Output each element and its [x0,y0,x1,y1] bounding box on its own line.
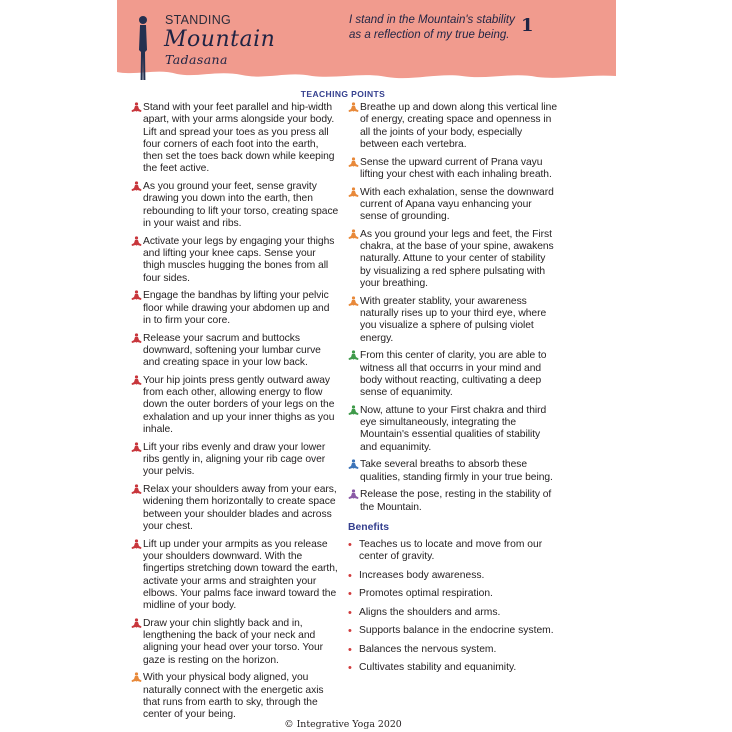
benefit-text: Balances the nervous system. [359,643,497,655]
teaching-point-text: Lift up under your armpits as you release your shoulders downward. With the fingertips stretching down toward the earth, activate your arms and straighten your elbows. Your palms face inward toward the midline of your body. [143,538,338,612]
bullet-icon: • [348,606,352,619]
meditation-figure-icon [131,539,142,550]
meditation-figure-icon [131,618,142,629]
benefit-item [348,588,558,600]
bullet-icon: • [348,588,352,601]
teaching-point-text: Stand with your feet parallel and hip-width apart, with your arms alongside your body. Lift and spread your toes as you press all four corners of each foot into the earth, then set the toes back down while keeping the feet active. [143,102,335,175]
meditation-figure-icon [131,236,142,247]
meditation-figure-icon [131,102,142,113]
teaching-point-text: With greater stablity, your awareness naturally rises up to your third eye, where you visualize a sphere of pulsing violet energy. [360,295,547,344]
teaching-point [348,296,558,345]
benefits-heading: Benefits [348,522,389,534]
benefit-text: Supports balance in the endocrine system. [359,625,554,637]
teaching-point-text: With each exhalation, sense the downward current of Apana vayu enhancing your sense of grounding. [360,186,554,223]
benefit-item [348,539,558,564]
pose-name: Mountain [164,27,276,52]
benefit-item [348,644,558,656]
meditation-figure-icon [348,405,359,416]
benefit-text: Aligns the shoulders and arms. [359,606,501,618]
teaching-point-text: Relax your shoulders away from your ears, widening them horizontally to create space between your shoulder blades and across your chest. [143,484,337,532]
teaching-points-heading: TEACHING POINTS [300,89,386,99]
teaching-point-text: With your physical body aligned, you naturally connect with the energetic axis that runs from earth to sky, through the center of your being. [143,672,324,721]
meditation-figure-icon [131,375,142,386]
benefit-item [348,570,558,582]
teaching-point [131,181,339,230]
meditation-figure-icon [131,290,142,301]
meditation-figure-icon [348,350,359,361]
teaching-point-text: Engage the bandhas by lifting your pelvic floor while drawing your abdomen up and in to firm your core. [143,290,330,326]
benefit-text: Increases body awareness. [359,569,485,581]
meditation-figure-icon [348,157,359,168]
affirmation: I stand in the Mountain's stability as a reflection of my true being. [349,14,515,41]
teaching-point [131,618,339,667]
benefit-text: Teaches us to locate and move from our center of gravity. [359,539,543,563]
teaching-point-text: As you ground your legs and feet, the First chakra, at the base of your spine, awakens naturally. Attune to your center of stability by visualizing a red sphere pulsating with your breathing. [360,228,554,290]
sanskrit-name: Tadasana [165,52,228,67]
meditation-figure-icon [131,484,142,495]
bullet-icon: • [348,539,352,552]
bullet-icon: • [348,662,352,675]
standing-figure-icon [134,14,152,80]
teaching-point [348,350,558,399]
teaching-point-text: As you ground your feet, sense gravity drawing you down into the earth, then rebounding to lift your torso, creating space in your waist and ribs. [143,181,339,230]
teaching-points-left-column [131,102,339,727]
card-header [117,0,616,80]
teaching-point-text: Lift your ribs evenly and draw your lower ribs gently in, aligning your rib cage over your pelvis. [143,441,326,478]
meditation-figure-icon [131,181,142,192]
teaching-point-text: Activate your legs by engaging your thighs and lifting your knee caps. Sense your thigh muscles hugging the bones from all four sides. [143,235,335,284]
teaching-point [131,236,339,285]
teaching-point [131,375,339,436]
pose-category: STANDING [165,13,232,27]
teaching-point-text: Release the pose, resting in the stability of the Mountain. [360,489,552,513]
teaching-point [131,333,339,370]
teaching-point-text: Take several breaths to absorb these qualities, standing firmly in your true being. [360,459,553,483]
teaching-points-right-column [348,102,558,681]
teaching-point-text: Sense the upward current of Prana vayu lifting your chest with each inhaling breath. [360,156,552,180]
teaching-point [131,102,339,176]
teaching-point [348,187,558,224]
teaching-point-text: Now, attune to your First chakra and third eye simultaneously, integrating the Mountain's essential qualities of stability and equanimity. [360,404,547,453]
meditation-figure-icon [131,442,142,453]
benefit-text: Promotes optimal respiration. [359,588,493,600]
benefit-text: Cultivates stability and equanimity. [359,662,517,674]
teaching-point [348,229,558,290]
meditation-figure-icon [348,296,359,307]
bullet-icon: • [348,569,352,582]
teaching-point [131,672,339,721]
copyright: © Integrative Yoga 2020 [284,719,402,730]
teaching-point [131,442,339,479]
teaching-point-text: Release your sacrum and buttocks downward, softening your lumbar curve and creating space in your low back. [143,332,321,369]
bullet-icon: • [348,625,352,638]
teaching-point-text: Breathe up and down along this vertical line of energy, creating space and openness in all the joints of your body, especially between each vertebra. [360,102,558,150]
benefit-item [348,607,558,619]
meditation-figure-icon [131,672,142,683]
teaching-point [348,405,558,454]
teaching-point [348,102,558,151]
teaching-point [348,489,558,514]
teaching-point-text: From this center of clarity, you are able to witness all that occurrs in your mind and body without reacting, cultivating a deep sense of equanimity. [360,350,547,399]
meditation-figure-icon [348,459,359,470]
teaching-point [348,157,558,182]
meditation-figure-icon [348,102,359,113]
teaching-point-text: Draw your chin slightly back and in, lengthening the back of your neck and aligning your head over your torso. Your gaze is resting on the horizon. [143,617,324,666]
benefits-list [348,539,558,675]
teaching-points-right-list [348,102,558,514]
benefit-item [348,662,558,674]
meditation-figure-icon [348,187,359,198]
meditation-figure-icon [348,489,359,500]
teaching-point [348,459,558,484]
teaching-point-text: Your hip joints press gently outward away from each other, allowing energy to flow down the outer borders of your legs on the exhalation and up your inner thighs as you inhale. [143,374,335,436]
bullet-icon: • [348,643,352,656]
pose-card [117,0,616,732]
meditation-figure-icon [348,229,359,240]
teaching-point [131,484,339,533]
teaching-point [131,539,339,613]
benefit-item [348,625,558,637]
teaching-point [131,290,339,327]
meditation-figure-icon [131,333,142,344]
card-number: 1 [521,15,534,36]
